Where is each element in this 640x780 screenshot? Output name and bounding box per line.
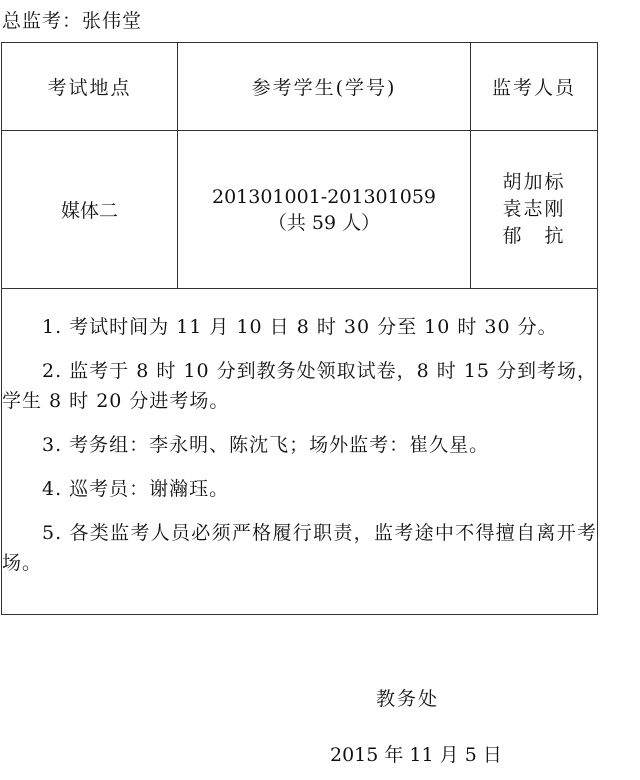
note-item: 2. 监考于 8 时 10 分到教务处领取试卷，8 时 15 分到考场，学生 8 时 20 分进考场。 — [2, 359, 597, 412]
note-item: 1. 考试时间为 11 月 10 日 8 时 30 分至 10 时 30 分。 — [42, 315, 558, 338]
notes-cell — [2, 289, 598, 615]
note-item: 5. 各类监考人员必须严格履行职责，监考途中不得擅自离开考场。 — [2, 521, 597, 574]
header-proctors-label: 监考人员 — [491, 77, 576, 99]
proctor-name: 郁 抗 — [502, 225, 566, 247]
cell-students — [178, 131, 471, 289]
table-header-row — [2, 43, 598, 131]
exam-arrangement-table — [1, 42, 598, 615]
proctor-name: 袁志刚 — [502, 198, 566, 220]
issue-date: 2015 年 11 月 5 日 — [330, 744, 502, 766]
note-item: 3. 考务组：李永明、陈沈飞；场外监考：崔久星。 — [42, 433, 490, 456]
header-location-label: 考试地点 — [47, 77, 132, 99]
student-id-range: 201301001-201301059 — [211, 185, 436, 208]
issuing-office: 教务处 — [376, 688, 440, 710]
header-location — [2, 43, 178, 131]
note-item: 4. 巡考员：谢瀚珏。 — [42, 477, 230, 500]
header-students-label: 参考学生(学号) — [251, 77, 397, 99]
notes-row — [2, 289, 598, 615]
header-proctors — [471, 43, 598, 131]
student-count: （共 59 人） — [267, 211, 381, 234]
table-row — [2, 131, 598, 289]
proctor-name: 胡加标 — [502, 171, 566, 193]
chief-proctor-line: 总监考：张伟堂 — [2, 10, 143, 32]
cell-proctors — [471, 131, 598, 289]
header-students — [178, 43, 471, 131]
cell-location: 媒体二 — [2, 131, 178, 289]
